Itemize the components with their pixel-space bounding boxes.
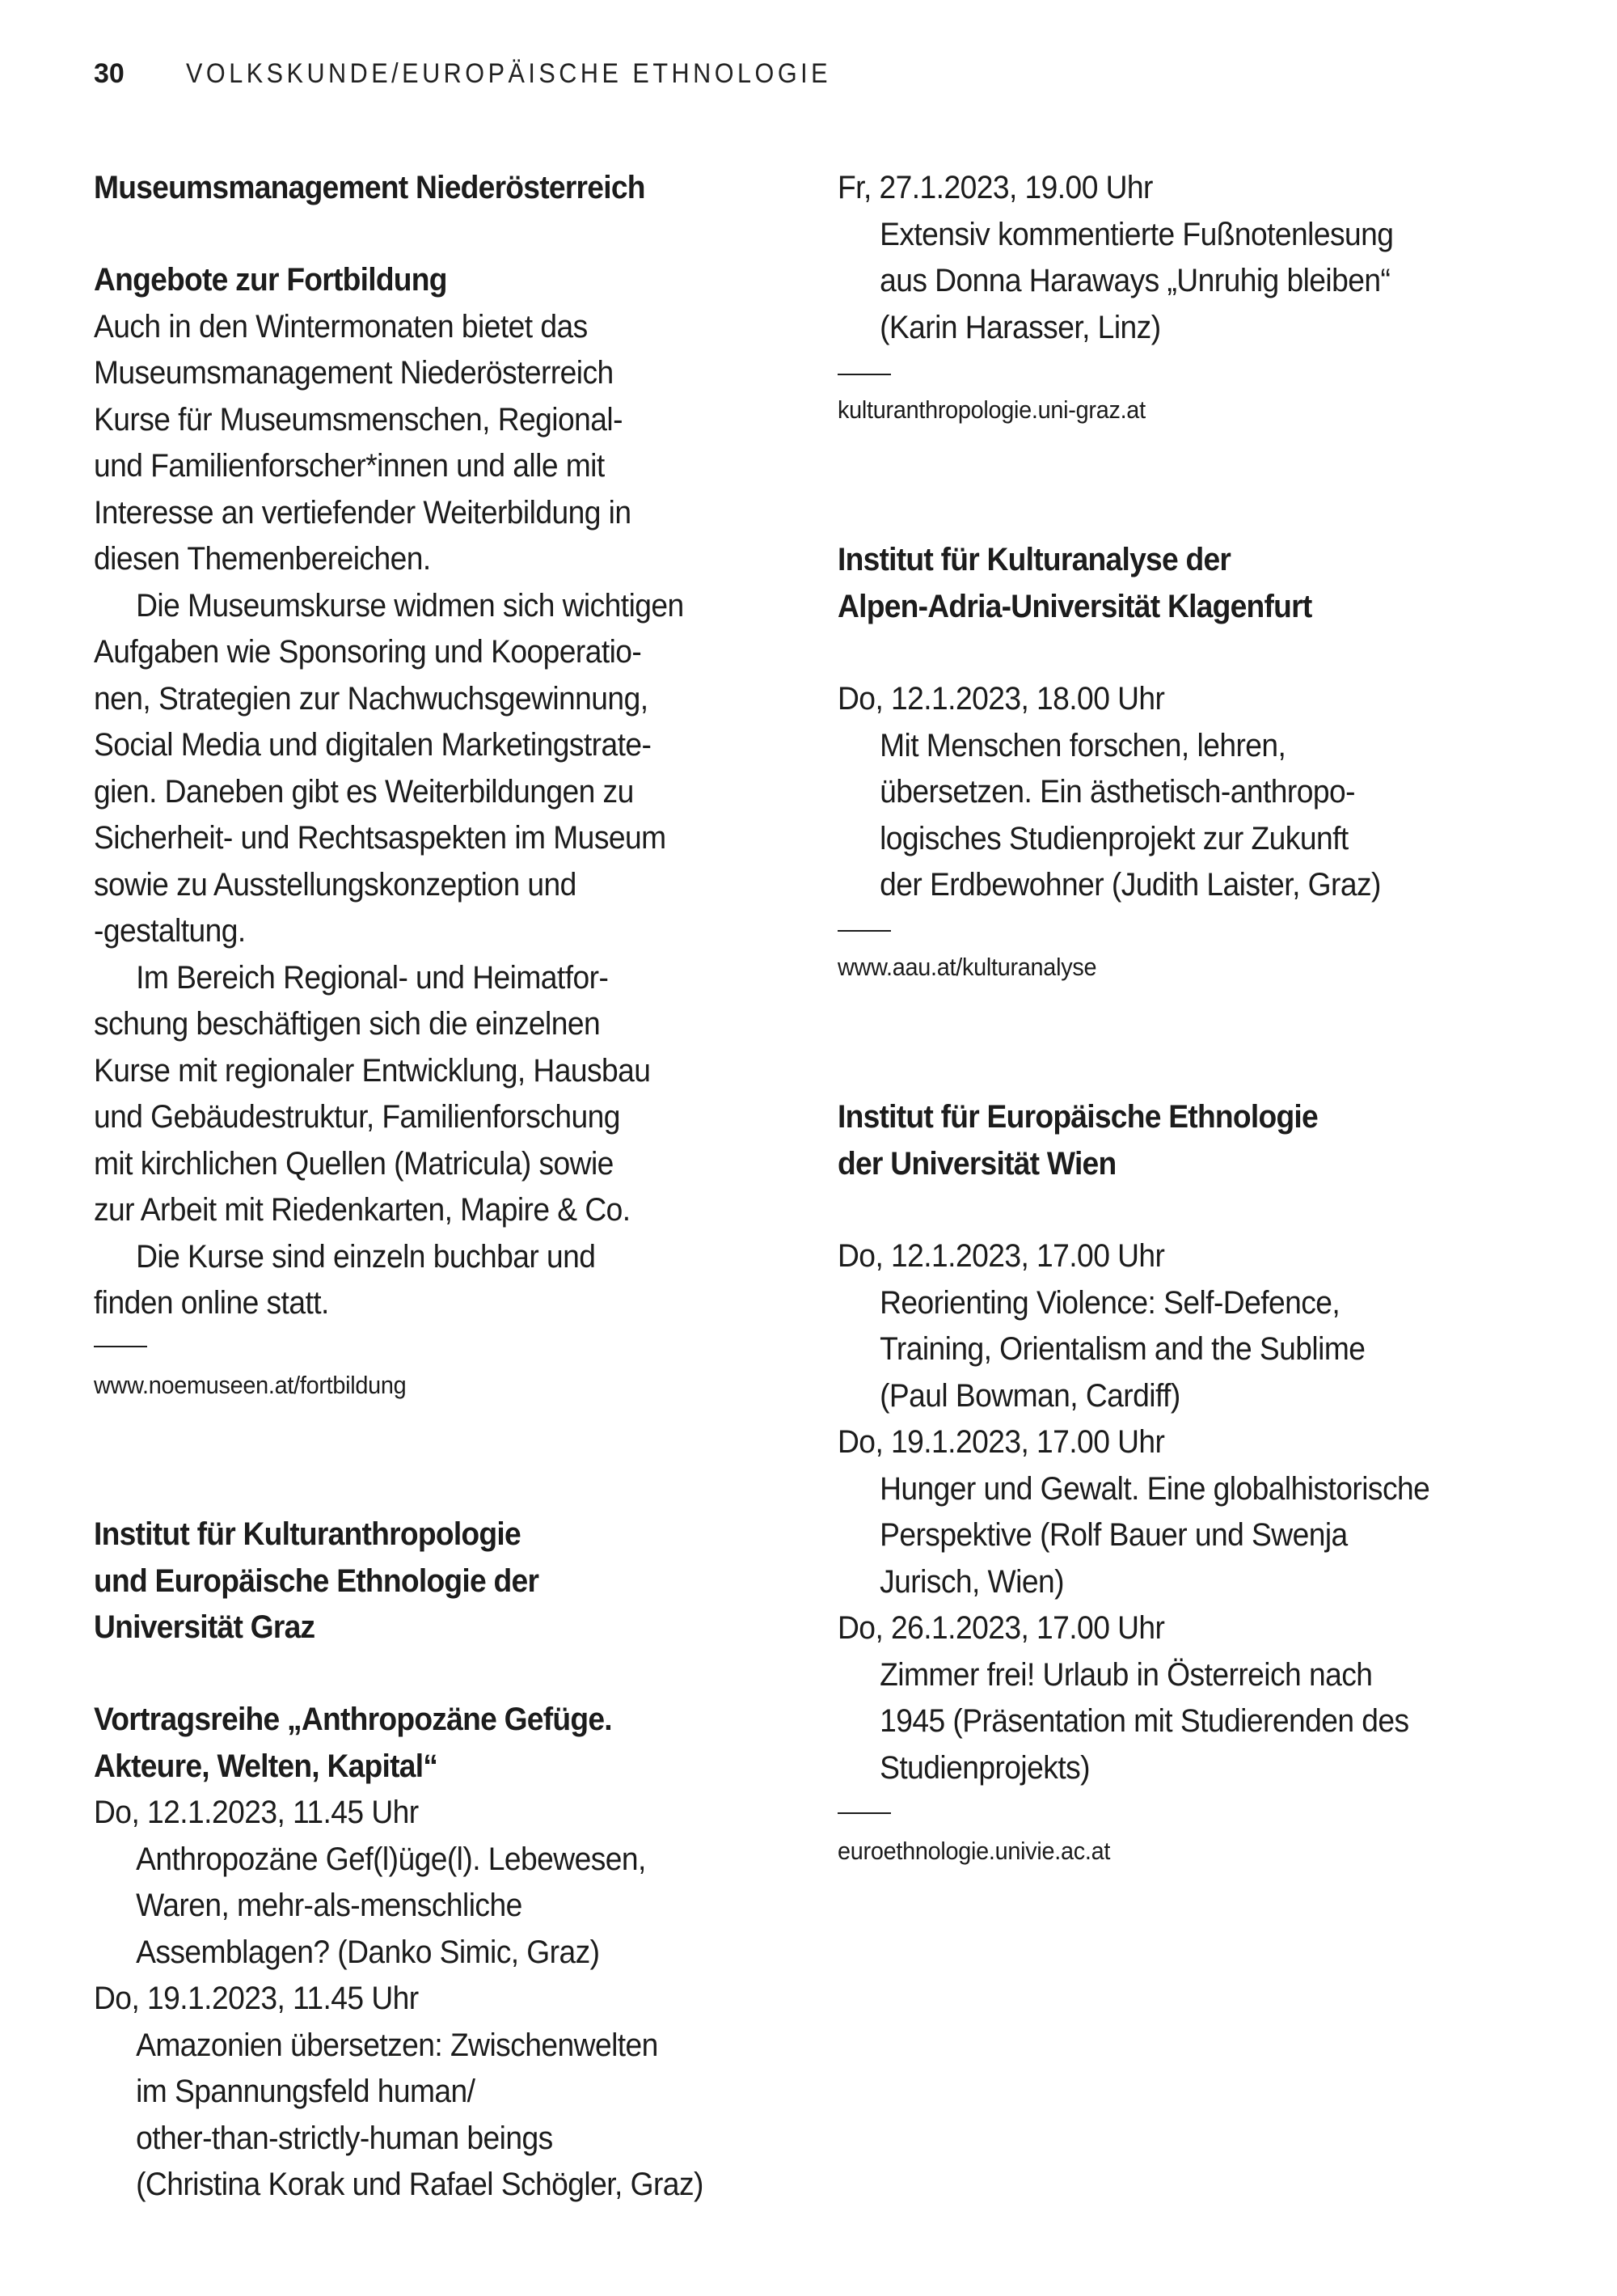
running-title: VOLKSKUNDE/EUROPÄISCHE ETHNOLOGIE xyxy=(186,57,832,89)
divider-rule xyxy=(94,1346,147,1347)
event-date: Do, 12.1.2023, 17.00 Uhr xyxy=(838,1238,1165,1274)
paragraph-line: gien. Daneben gibt es Weiterbildungen zu xyxy=(94,773,634,810)
section-title-line: Alpen-Adria-Universität Klagenfurt xyxy=(838,588,1312,624)
subsection-title: Angebote zur Fortbildung xyxy=(94,262,447,298)
divider-rule xyxy=(838,1812,891,1814)
graz-lecture-series xyxy=(94,1697,821,2209)
section-title-line: Institut für Kulturanalyse der xyxy=(838,542,1231,577)
paragraph-line: sowie zu Ausstellungskonzeption und xyxy=(94,866,576,903)
paragraph-line: mit kirchlichen Quellen (Matricula) sowie xyxy=(94,1145,614,1182)
event-description-line: (Christina Korak und Rafael Schögler, Graz) xyxy=(136,2167,703,2202)
paragraph-line: Museumsmanagement Niederösterreich xyxy=(94,355,614,391)
event-description-line: (Karin Harasser, Linz) xyxy=(880,309,1161,345)
paragraph-line: Im Bereich Regional- und Heimatfor- xyxy=(136,959,609,996)
section-title-line: und Europäische Ethnologie der xyxy=(94,1562,539,1599)
event-description-line: Anthropozäne Gef(l)üge(l). Lebewesen, xyxy=(136,1841,646,1877)
event-description-line: Waren, mehr-als-menschliche xyxy=(136,1888,522,1923)
paragraph-line: Die Museumskurse widmen sich wichtigen xyxy=(136,587,684,624)
section-title-line: der Universität Wien xyxy=(838,1145,1117,1182)
series-title-line: Akteure, Welten, Kapital“ xyxy=(94,1748,438,1784)
event-description-line: Hunger und Gewalt. Eine globalhistorische xyxy=(880,1470,1430,1507)
section-klagenfurt xyxy=(838,537,1565,630)
event-description-line: (Paul Bowman, Cardiff) xyxy=(880,1377,1180,1414)
event-description-line: Zimmer frei! Urlaub in Österreich nach xyxy=(880,1656,1373,1693)
link-url[interactable]: www.aau.at/kulturanalyse xyxy=(838,953,1097,981)
page-header xyxy=(94,55,903,92)
page-number: 30 xyxy=(94,57,125,89)
event-description-line: Reorienting Violence: Self-Defence, xyxy=(880,1284,1340,1321)
paragraph-line: diesen Themenbereichen. xyxy=(94,541,431,577)
divider-rule xyxy=(838,374,891,375)
paragraph-line: nen, Strategien zur Nachwuchsgewinnung, xyxy=(94,680,648,717)
section-graz xyxy=(94,1512,821,1651)
series-title-line: Vortragsreihe „Anthropozäne Gefüge. xyxy=(94,1702,612,1737)
paragraph-line: Die Kurse sind einzeln buchbar und xyxy=(136,1238,596,1275)
section-museumsmanagement xyxy=(94,165,821,212)
paragraph-line: Kurse für Museumsmenschen, Regional- xyxy=(94,401,623,438)
paragraph-line: Kurse mit regionaler Entwicklung, Hausbau xyxy=(94,1052,651,1089)
paragraph-line: und Gebäudestruktur, Familienforschung xyxy=(94,1099,620,1135)
paragraph-line: -gestaltung. xyxy=(94,913,246,949)
klagenfurt-events xyxy=(838,676,1565,909)
event-date: Do, 12.1.2023, 18.00 Uhr xyxy=(838,681,1165,717)
paragraph-line: zur Arbeit mit Riedenkarten, Mapire & Co. xyxy=(94,1192,631,1228)
paragraph-line: finden online statt. xyxy=(94,1285,329,1321)
event-description-line: Studienprojekts) xyxy=(880,1749,1090,1786)
event-description-line: übersetzen. Ein ästhetisch-anthropo- xyxy=(880,774,1355,810)
event-description-line: Training, Orientalism and the Sublime xyxy=(880,1331,1366,1367)
event-description-line: Extensiv kommentierte Fußnotenlesung xyxy=(880,216,1394,252)
event-description-line: aus Donna Haraways „Unruhig bleiben“ xyxy=(880,263,1391,298)
event-date: Do, 19.1.2023, 11.45 Uhr xyxy=(94,1981,419,2016)
event-description-line: Amazonien übersetzen: Zwischenwelten xyxy=(136,2027,658,2063)
event-description-line: logisches Studienprojekt zur Zukunft xyxy=(880,820,1349,856)
section-title-line: Institut für Kulturanthropologie xyxy=(94,1516,521,1552)
event-description-line: 1945 (Präsentation mit Studierenden des xyxy=(880,1703,1409,1739)
event-description-line: der Erdbewohner (Judith Laister, Graz) xyxy=(880,867,1381,903)
paragraph-line: Interesse an vertiefender Weiterbildung in xyxy=(94,494,631,531)
event-date: Do, 19.1.2023, 17.00 Uhr xyxy=(838,1424,1165,1460)
event-date: Do, 26.1.2023, 17.00 Uhr xyxy=(838,1610,1165,1646)
event-date: Do, 12.1.2023, 11.45 Uhr xyxy=(94,1795,419,1830)
paragraph-line: schung beschäftigen sich die einzelnen xyxy=(94,1006,601,1042)
paragraph-line: und Familienforscher*innen und alle mit xyxy=(94,448,605,484)
divider-rule xyxy=(838,930,891,932)
event-description-line: Jurisch, Wien) xyxy=(880,1563,1064,1600)
paragraph-line: Auch in den Wintermonaten bietet das xyxy=(94,308,588,345)
paragraph-line: Aufgaben wie Sponsoring und Kooperatio- xyxy=(94,634,642,670)
event-description-line: im Spannungsfeld human/ xyxy=(136,2074,475,2109)
graz-continued xyxy=(838,165,1565,351)
museum-body xyxy=(94,257,821,1327)
section-title: Museumsmanagement Niederösterreich xyxy=(94,170,645,205)
section-title-line: Universität Graz xyxy=(94,1609,315,1645)
section-title-line: Institut für Europäische Ethnologie xyxy=(838,1099,1318,1135)
link-url[interactable]: euroethnologie.univie.ac.at xyxy=(838,1837,1111,1865)
event-description-line: Mit Menschen forschen, lehren, xyxy=(880,727,1286,763)
link-url[interactable]: kulturanthropologie.uni-graz.at xyxy=(838,395,1146,424)
link-url[interactable]: www.noemuseen.at/fortbildung xyxy=(94,1371,407,1399)
section-wien xyxy=(838,1094,1565,1187)
event-description-line: Perspektive (Rolf Bauer und Swenja xyxy=(880,1517,1348,1553)
event-description-line: other-than-strictly-human beings xyxy=(136,2120,553,2156)
paragraph-line: Sicherheit- und Rechtsaspekten im Museum xyxy=(94,820,666,856)
wien-events xyxy=(838,1233,1565,1791)
event-description-line: Assemblagen? (Danko Simic, Graz) xyxy=(136,1934,600,1970)
event-date: Fr, 27.1.2023, 19.00 Uhr xyxy=(838,170,1153,205)
paragraph-line: Social Media und digitalen Marketingstrate- xyxy=(94,727,652,763)
